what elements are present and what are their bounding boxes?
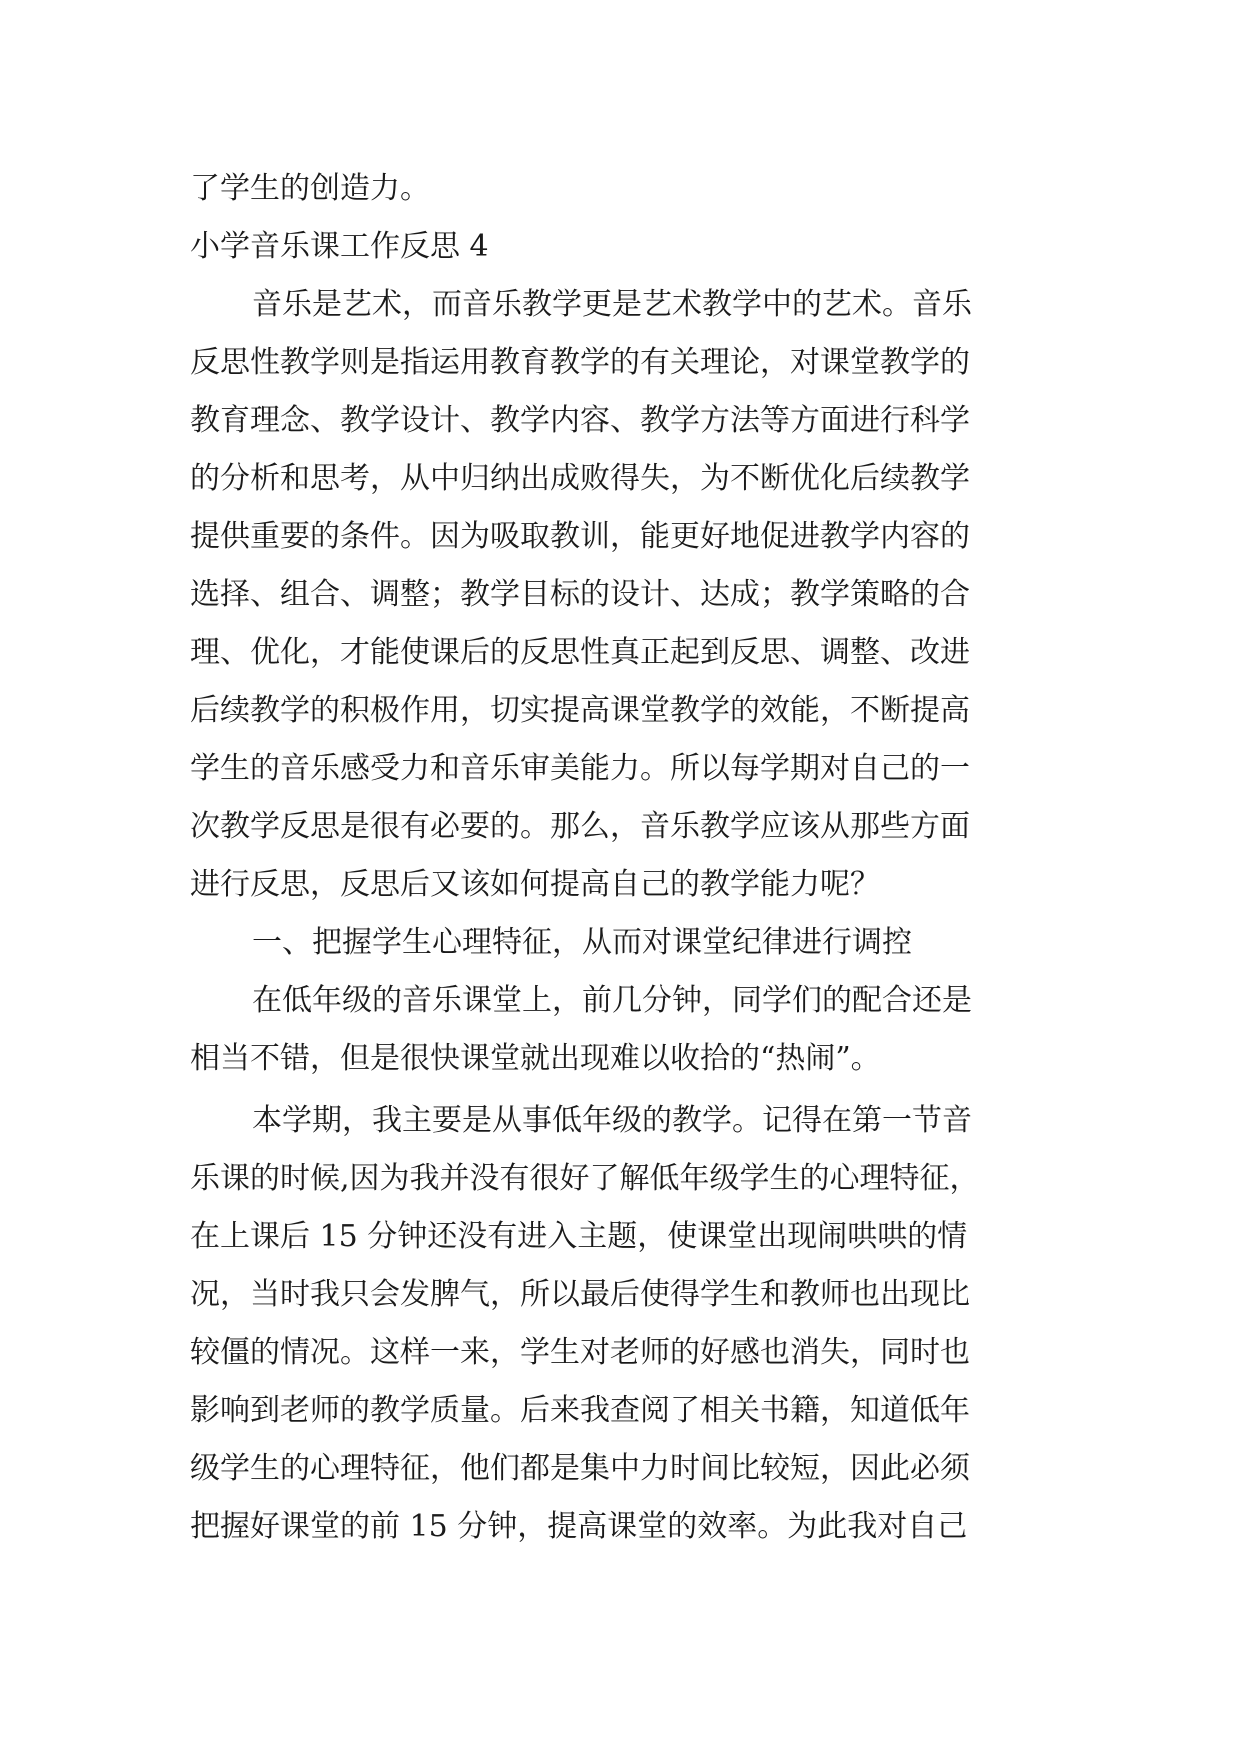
text-line: 次教学反思是很有必要的。那么，音乐教学应该从那些方面	[190, 809, 970, 844]
text-line: 了学生的创造力。	[190, 171, 430, 206]
text-line: 的分析和思考，从中归纳出成败得失，为不断优化后续教学	[190, 461, 970, 496]
text-line: 乐课的时候,因为我并没有很好了解低年级学生的心理特征，	[190, 1161, 980, 1196]
text-line: 音乐是艺术，而音乐教学更是艺术教学中的艺术。音乐	[252, 287, 972, 322]
text-line: 后续教学的积极作用，切实提高课堂教学的效能，不断提高	[190, 693, 970, 728]
text-line: 把握好课堂的前 15 分钟，提高课堂的效率。为此我对自己	[190, 1509, 968, 1544]
text-line: 在上课后 15 分钟还没有进入主题，使课堂出现闹哄哄的情	[190, 1219, 968, 1254]
section-heading: 小学音乐课工作反思 4	[190, 229, 489, 264]
text-line: 本学期，我主要是从事低年级的教学。记得在第一节音	[252, 1103, 972, 1138]
text-line: 理、优化，才能使课后的反思性真正起到反思、调整、改进	[190, 635, 970, 670]
text-line: 在低年级的音乐课堂上，前几分钟，同学们的配合还是	[252, 983, 972, 1018]
text-line: 选择、组合、调整；教学目标的设计、达成；教学策略的合	[190, 577, 970, 612]
document-body	[190, 160, 1050, 1556]
text-line: 相当不错，但是很快课堂就出现难以收拾的“热闹”。	[190, 1041, 881, 1076]
text-line: 较僵的情况。这样一来，学生对老师的好感也消失，同时也	[190, 1335, 970, 1370]
text-line: 进行反思，反思后又该如何提高自己的教学能力呢？	[190, 867, 880, 902]
subsection-heading: 一、把握学生心理特征，从而对课堂纪律进行调控	[252, 925, 912, 960]
text-line: 况，当时我只会发脾气，所以最后使得学生和教师也出现比	[190, 1277, 970, 1312]
text-line: 级学生的心理特征，他们都是集中力时间比较短，因此必须	[190, 1451, 970, 1486]
text-line: 影响到老师的教学质量。后来我查阅了相关书籍，知道低年	[190, 1393, 970, 1428]
text-line: 反思性教学则是指运用教育教学的有关理论，对课堂教学的	[190, 345, 970, 380]
text-line: 学生的音乐感受力和音乐审美能力。所以每学期对自己的一	[190, 751, 970, 786]
text-line: 提供重要的条件。因为吸取教训，能更好地促进教学内容的	[190, 519, 970, 554]
text-line: 教育理念、教学设计、教学内容、教学方法等方面进行科学	[190, 403, 970, 438]
